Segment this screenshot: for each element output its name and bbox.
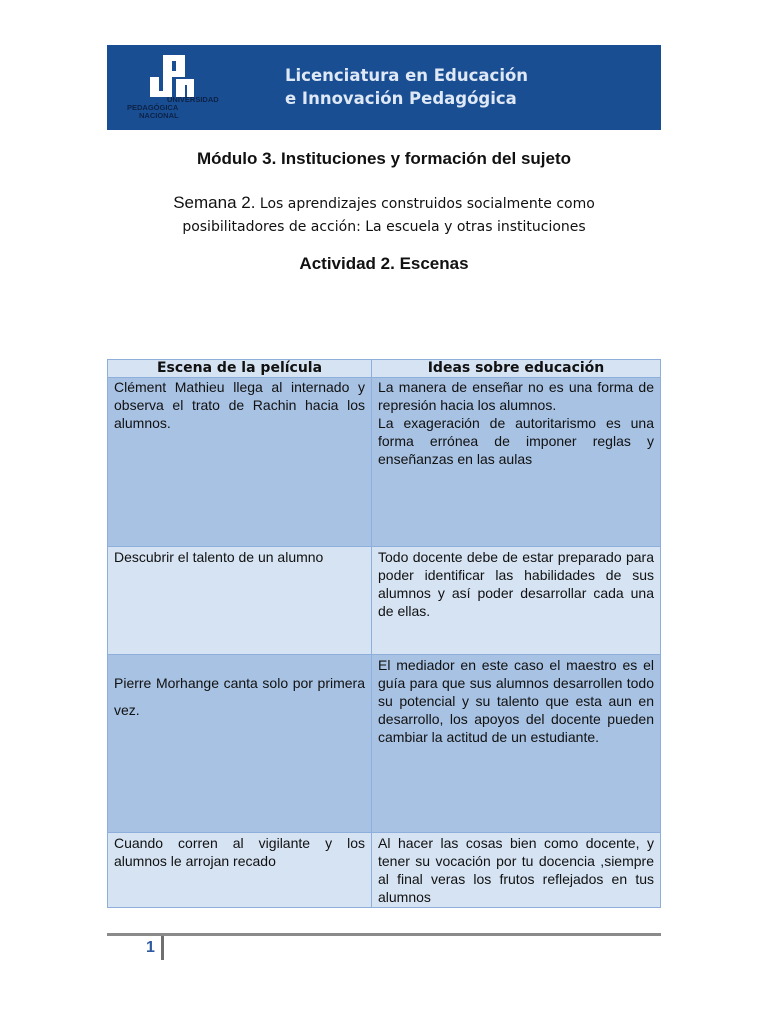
module-title: Módulo 3. Instituciones y formación del sujeto <box>196 149 572 168</box>
table-header-row <box>108 360 661 378</box>
scene-text: Clément Mathieu llega al internado y observa el trato de Rachin hacia los alumnos. <box>114 379 365 431</box>
table-row <box>108 378 661 547</box>
program-title <box>285 64 528 110</box>
logo-line-3: NACIONAL <box>139 111 179 120</box>
week-subtitle <box>120 191 648 239</box>
table-row <box>108 547 661 655</box>
footer-rule <box>107 933 661 936</box>
idea-cell: El mediador en este caso el maestro es el guía para que sus alumnos desarrollen todo su potencial y su talento que esta aun en desarrollo, los apoyos del docente pueden cambiar la actitud de un estudiante. <box>372 655 661 833</box>
table-row <box>108 655 661 833</box>
activity-title: Actividad 2. Escenas <box>299 254 469 273</box>
column-header-ideas: Ideas sobre educación <box>372 360 661 378</box>
scene-cell: Cuando corren al vigilante y los alumnos le arrojan recado <box>108 833 372 908</box>
scenes-table <box>107 359 661 908</box>
header-banner <box>107 45 661 130</box>
logo-line-1: UNIVERSIDAD <box>167 95 219 104</box>
logo-caption <box>127 96 219 120</box>
week-description: Los aprendizajes construidos socialmente como posibilitadores de acción: La escuela y otras instituciones <box>182 196 595 235</box>
scene-cell: Pierre Morhange canta solo por primera vez. <box>108 655 372 833</box>
week-label: Semana 2. <box>173 193 256 212</box>
footer-divider <box>161 936 164 960</box>
scene-cell <box>108 378 372 547</box>
column-header-scene: Escena de la película <box>108 360 372 378</box>
idea-text: La manera de enseñar no es una forma de represión hacia los alumnos. <box>378 379 654 413</box>
idea-text-2: La exageración de autoritarismo es una forma errónea de imponer reglas y enseñanzas en las aulas <box>378 415 654 467</box>
logo-line-2: PEDAGÓGICA <box>127 103 179 112</box>
page-number: 1 <box>146 939 155 956</box>
scene-cell: Descubrir el talento de un alumno <box>108 547 372 655</box>
idea-cell: Todo docente debe de estar preparado para poder identificar las habilidades de sus alumnos y así poder desarrollar cada una de ellas. <box>372 547 661 655</box>
program-title-line-1: Licenciatura en Educación <box>285 66 529 85</box>
idea-cell: Al hacer las cosas bien como docente, y tener su vocación por tu docencia ,siempre al final veras los frutos reflejados en tus alumnos <box>372 833 661 908</box>
program-title-line-2: e Innovación Pedagógica <box>285 89 517 108</box>
table-row <box>108 833 661 908</box>
idea-cell <box>372 378 661 547</box>
